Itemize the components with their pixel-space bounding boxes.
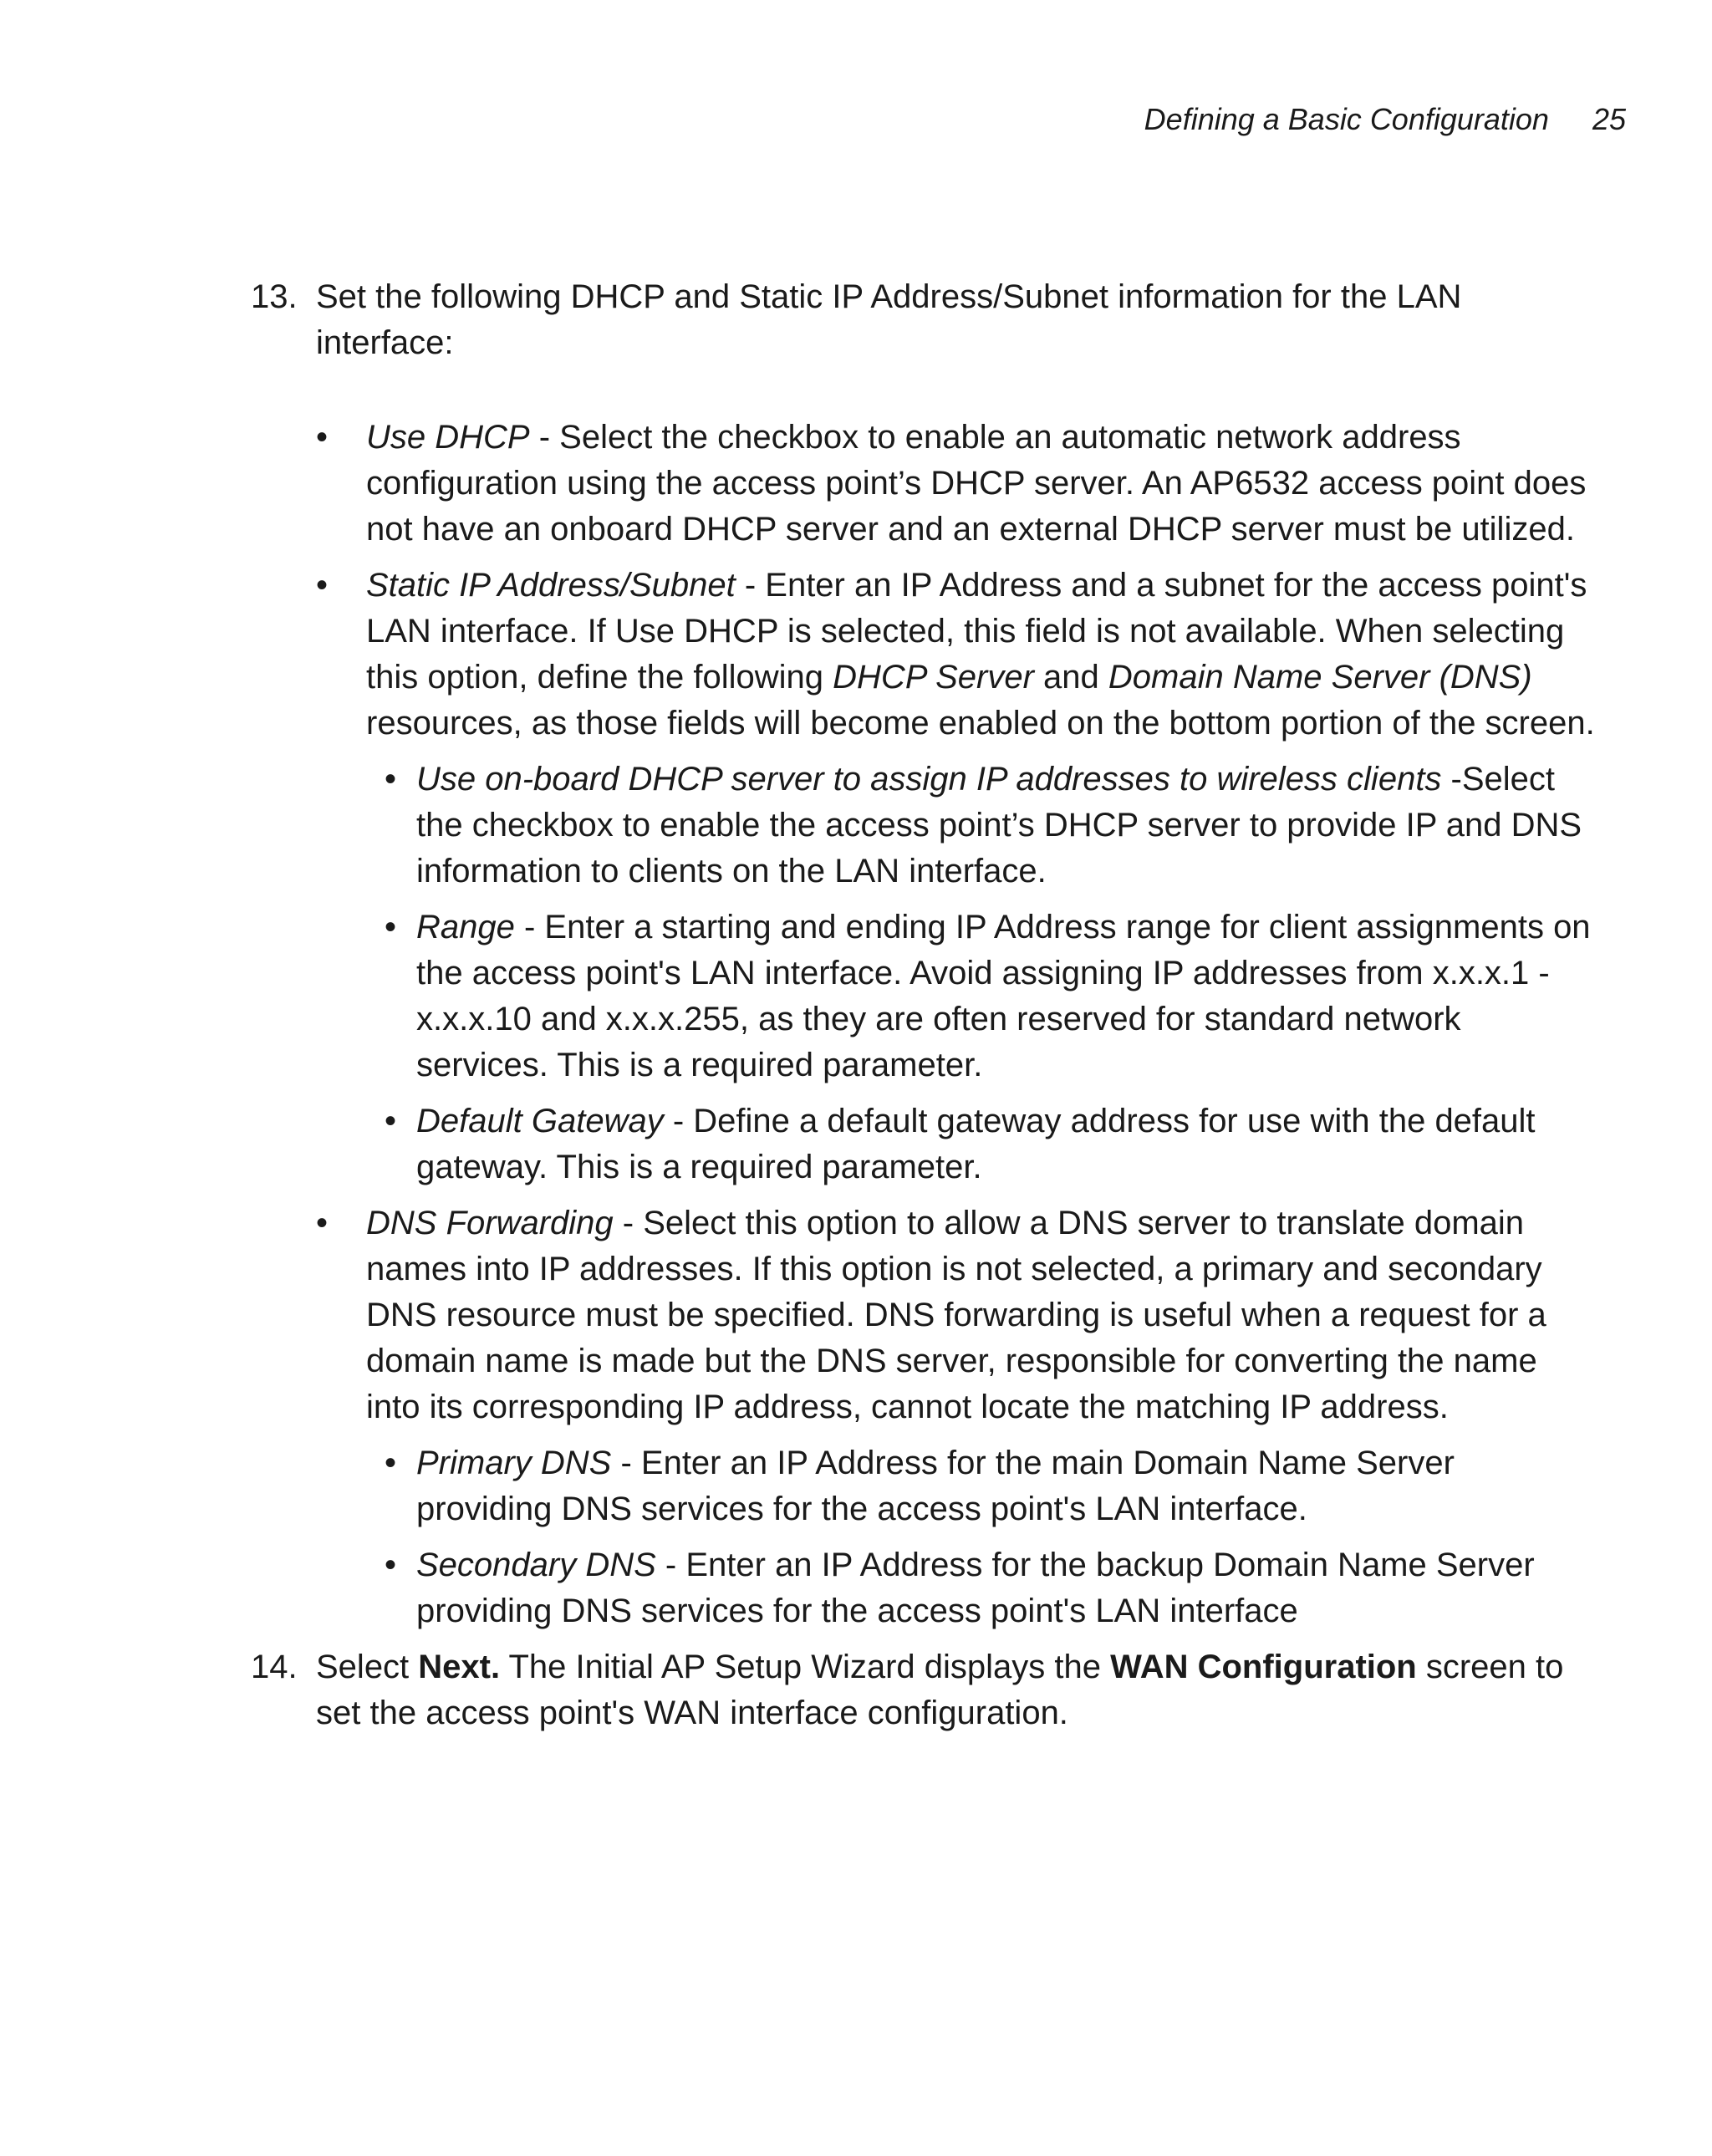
list-item-primary-dns [242,1440,1597,1532]
description: -Select the checkbox to enable the access point’s DHCP server to provide IP and DNS information to clients on the LAN interface. [416,761,1582,889]
description: - Select the checkbox to enable an automatic network address configuration using the access point’s DHCP server. An AP6532 access point does not have an onboard DHCP server and an external DHCP server must be utilized. [366,419,1587,548]
term-default-gateway: Default Gateway [416,1103,664,1139]
list-item-use-dhcp [242,415,1597,553]
page-body [242,274,1597,1736]
step-text: The Initial AP Setup Wizard displays the [500,1649,1111,1685]
list-item-range [242,905,1597,1088]
list-item-dns-forwarding [242,1200,1597,1430]
description: - Define a default gateway address for use with the default gateway. This is a required parameter. [416,1103,1536,1185]
description: - Enter a starting and ending IP Address range for client assignments on the access point's LAN interface. Avoid assigning IP addresses from x.x.x.1 - x.x.x.10 and x.x.x.255, as they are often reserved for standard network services. This is a required parameter. [416,909,1591,1083]
bullet-icon: • [316,567,329,604]
term-dns-forwarding: DNS Forwarding [366,1205,614,1241]
list-item-static-ip [242,563,1597,747]
step-14 [242,1644,1597,1736]
page-number: 25 [1592,102,1626,136]
description: - Select this option to allow a DNS server to translate domain names into IP addresses. If this option is not selected, a primary and secondary DNS resource must be specified. DNS forwarding is useful when a request for a domain name is made but the DNS server, responsible for converting the name into its corresponding IP address, cannot locate the matching IP address. [366,1205,1546,1425]
description: - Enter an IP Address and a subnet for the access point's LAN interface. If Use DHCP is selected, this field is not available. When selecting this option, define the following [366,567,1587,696]
list-item-default-gateway [242,1098,1597,1190]
ref-dns: Domain Name Server (DNS) [1108,659,1532,696]
bullet-icon: • [385,1103,397,1139]
step-text: screen to set the access point's WAN interface configuration. [316,1649,1564,1731]
term-static-ip: Static IP Address/Subnet [366,567,736,604]
bullet-icon: • [385,909,397,945]
bullet-icon: • [316,419,329,456]
term-primary-dns: Primary DNS [416,1445,612,1481]
step-number: 14. [251,1649,298,1685]
description: - Enter an IP Address for the main Domain Name Server providing DNS services for the access point's LAN interface. [416,1445,1455,1527]
step-number: 13. [251,278,298,315]
bullet-icon: • [385,1445,397,1481]
header-section-title: Defining a Basic Configuration [1144,102,1549,136]
list-item-onboard-dhcp [242,757,1597,895]
option-list [242,415,1597,1634]
list-item-secondary-dns [242,1542,1597,1634]
description: and [1033,659,1108,696]
step-text: Set the following DHCP and Static IP Address/Subnet information for the LAN interface: [316,278,1462,361]
term-secondary-dns: Secondary DNS [416,1547,656,1583]
step-13 [242,274,1597,366]
term-onboard-dhcp: Use on-board DHCP server to assign IP addresses to wireless clients [416,761,1442,798]
running-header [0,102,1626,137]
bullet-icon: • [385,1547,397,1583]
step-text: Select [316,1649,419,1685]
ref-dhcp-server: DHCP Server [833,659,1034,696]
bullet-icon: • [316,1205,329,1241]
term-use-dhcp: Use DHCP [366,419,530,456]
description: resources, as those fields will become enabled on the bottom portion of the screen. [366,705,1595,742]
ui-ref-wan-configuration: WAN Configuration [1110,1649,1417,1685]
term-range: Range [416,909,515,945]
description: - Enter an IP Address for the backup Domain Name Server providing DNS services for the access point's LAN interface [416,1547,1535,1629]
bullet-icon: • [385,761,397,798]
ui-ref-next: Next. [418,1649,501,1685]
